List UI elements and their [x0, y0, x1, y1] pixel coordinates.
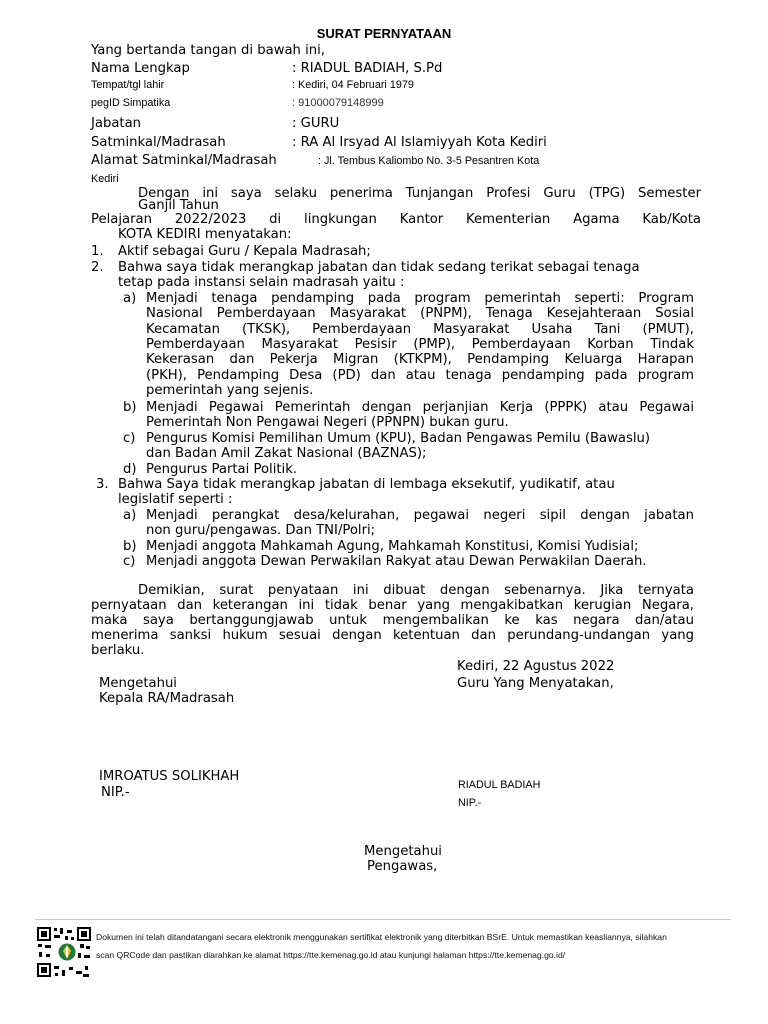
item-3c-line: Menjadi anggota Dewan Perwakilan Rakyat atau Dewan Perwakilan Daerah. — [146, 554, 647, 569]
item-2b-line: Pemerintah Non Pengawai Negeri (PPNPN) bukan guru. — [146, 415, 509, 430]
field-value-alamat: : Jl. Tembus Kaliombo No. 3-5 Pesantren Kota — [318, 155, 540, 167]
signature-place-date: Kediri, 22 Agustus 2022 — [457, 659, 615, 674]
item-1-text: Aktif sebagai Guru / Kepala Madrasah; — [118, 244, 371, 259]
field-value-alamat-wrap: Kediri — [91, 173, 119, 185]
signature-left-name: IMROATUS SOLIKHAH — [99, 769, 240, 784]
signature-bottom-line-1: Mengetahui — [364, 844, 442, 859]
item-2a-line: Kekerasan dan Pekerja Migran (KTKPM), Pendamping Keluarga Harapan — [146, 352, 694, 367]
item-2a-line: Nasional Pemberdayaan Masyarakat (PNPM), Tenaga Kesejahteraan Sosial — [146, 306, 694, 321]
signature-right-name: RIADUL BADIAH — [458, 779, 541, 791]
footer-divider — [35, 919, 731, 920]
item-2a-line: Pemberdayaan Masyarakat Pesisir (PMP), Pemberdayaan Korban Tindak — [146, 337, 694, 352]
field-value-jabatan: : GURU — [292, 116, 340, 131]
statement-line-1: Dengan ini saya selaku penerima Tunjangan Profesi Guru (TPG) Semester — [138, 186, 701, 201]
statement-overlap-text: Ganjil Tahun — [138, 198, 219, 213]
signature-left-line-1: Mengetahui — [99, 676, 177, 691]
field-value-name: : RIADUL BADIAH, S.Pd — [292, 61, 443, 76]
item-3-line-1: Bahwa Saya tidak merangkap jabatan di lembaga eksekutif, yudikatif, atau — [118, 477, 615, 492]
field-label-satminkal: Satminkal/Madrasah — [91, 135, 226, 150]
signature-right-nip: NIP.- — [458, 797, 482, 809]
field-label-name: Nama Lengkap — [91, 61, 190, 76]
item-2a-mark: a) — [123, 291, 137, 306]
item-2a-line: Menjadi tenaga pendamping pada program pemerintah seperti: Program — [146, 291, 694, 306]
field-value-satminkal: : RA Al Irsyad Al Islamiyyah Kota Kediri — [292, 135, 547, 150]
signature-bottom-line-2: Pengawas, — [367, 859, 438, 874]
intro-text: Yang bertanda tangan di bawah ini, — [91, 43, 325, 58]
item-2-line-2: tetap pada instansi selain madrasah yaitu : — [118, 275, 405, 290]
signature-right-line-1: Guru Yang Menyatakan, — [457, 676, 614, 691]
item-3c-mark: c) — [123, 554, 136, 569]
item-2-line-1: Bahwa saya tidak merangkap jabatan dan tidak sedang terikat sebagai tenaga — [118, 260, 640, 275]
closing-line: berlaku. — [91, 643, 145, 658]
item-1-number: 1. — [91, 244, 104, 259]
item-2c-line: dan Badan Amil Zakat Nasional (BAZNAS); — [146, 446, 427, 461]
item-3b-mark: b) — [123, 539, 137, 554]
footer-text-line-2: scan QRCode dan pastikan diarahkan ke alamat https://tte.kemenag.go.id atau kunjungi halaman https://tte.kemenag.go.id/ — [96, 950, 566, 960]
kemenag-logo-icon — [57, 942, 77, 962]
closing-line: Demikian, surat penyataan ini dibuat dengan sebenarnya. Jika ternyata — [138, 583, 694, 598]
item-2b-mark: b) — [123, 400, 137, 415]
closing-line: pernyataan dan keterangan ini tidak benar yang mengakibatkan kerugian Negara, — [91, 598, 694, 613]
signature-left-nip: NIP.- — [101, 785, 130, 800]
item-3-number: 3. — [96, 477, 109, 492]
field-label-jabatan: Jabatan — [91, 116, 142, 131]
statement-line-2: Pelajaran 2022/2023 di lingkungan Kantor Kementerian Agama Kab/Kota — [91, 212, 701, 227]
item-2-number: 2. — [91, 260, 104, 275]
document-title: SURAT PERNYATAAN — [316, 26, 452, 41]
item-2d-line: Pengurus Partai Politik. — [146, 462, 298, 477]
item-3b-line: Menjadi anggota Mahkamah Agung, Mahkamah Konstitusi, Komisi Yudisial; — [146, 539, 639, 554]
signature-left-line-2: Kepala RA/Madrasah — [99, 691, 235, 706]
item-2a-line: Kecamatan (TKSK), Pemberdayaan Masyarakat Usaha Tani (PMUT), — [146, 322, 694, 337]
field-label-birth: Tempat/tgl lahir — [91, 79, 165, 91]
item-3-line-2: legislatif seperti : — [118, 492, 233, 507]
closing-line: maka saya bertanggungjawab untuk mengembalikan ke kas negara dan/atau — [91, 613, 694, 628]
footer-text-line-1: Dokumen ini telah ditandatangani secara elektronik menggunakan sertifikat elektronik yang diterbitkan BSrE. Untuk memastikan keasliannya, silahkan — [96, 932, 667, 942]
item-2b-line: Menjadi Pegawai Pemerintah dengan perjanjian Kerja (PPPK) atau Pegawai — [146, 400, 694, 415]
field-label-alamat: Alamat Satminkal/Madrasah — [91, 153, 277, 168]
item-3a-line: Menjadi perangkat desa/kelurahan, pegawai negeri sipil dengan jabatan — [146, 508, 694, 523]
item-2c-line: Pengurus Komisi Pemilihan Umum (KPU), Badan Pengawas Pemilu (Bawaslu) — [146, 431, 651, 446]
field-value-birth: : Kediri, 04 Februari 1979 — [292, 79, 414, 91]
statement-line-3: KOTA KEDIRI menyatakan: — [118, 227, 292, 242]
item-2a-line: (PKH), Pendamping Desa (PD) dan atau tenaga pendamping pada program — [146, 368, 694, 383]
item-2a-line: pemerintah yang sejenis. — [146, 383, 314, 398]
item-3a-mark: a) — [123, 508, 137, 523]
item-2d-mark: d) — [123, 462, 137, 477]
item-2c-mark: c) — [123, 431, 136, 446]
field-value-pegid: : 91000079148999 — [292, 97, 384, 109]
item-3a-line: non guru/pengawas. Dan TNI/Polri; — [146, 523, 376, 538]
field-label-pegid: pegID Simpatika — [91, 97, 171, 109]
closing-line: menerima sanksi hukum sesuai dengan ketentuan dan perundang-undangan yang — [91, 628, 694, 643]
